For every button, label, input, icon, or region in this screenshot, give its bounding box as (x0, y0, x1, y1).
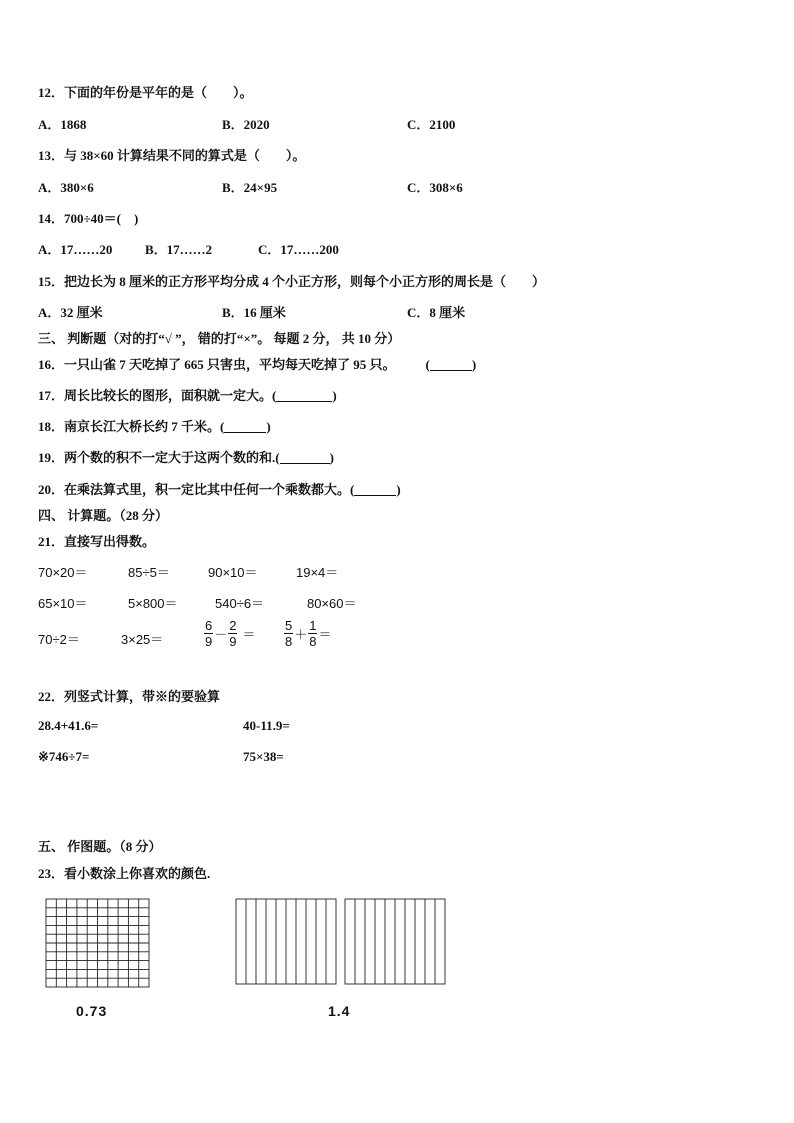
answer-blank[interactable] (224, 420, 266, 433)
decimal-label-2: 1.4 (328, 1003, 351, 1019)
fraction-expression-2: $\frac{5}{8}$ ＋ $\frac{1}{8}$ ＝ (285, 618, 332, 649)
calc-item: 90×10＝ (208, 565, 258, 580)
q13-option-a: A．380×6 (38, 180, 94, 195)
calc-item: 85÷5＝ (128, 565, 170, 580)
q15-option-a: A．32 厘米 (38, 305, 103, 320)
calc-item: 19×4＝ (296, 565, 339, 580)
question-18: 18．南京长江大桥长约 7 千米。( ) (38, 419, 271, 434)
q12-option-b: B．2020 (222, 117, 270, 132)
calc-item: 3×25＝ (121, 632, 164, 647)
answer-blank[interactable] (276, 389, 332, 402)
q14-option-a: A．17……20 (38, 242, 113, 257)
question-22: 22．列竖式计算，带※的要验算 (38, 689, 221, 704)
question-17: 17．周长比较长的图形，面积就一定大。( ) (38, 388, 337, 403)
fraction-expression-1: $\frac{6}{9}$ － $\frac{2}{9}$ ＝ (205, 618, 256, 649)
section-4-heading: 四、 计算题。（28 分） (38, 508, 169, 523)
section-3-heading: 三、 判断题（对的打“√ ”， 错的打“×”。 每题 2 分， 共 10 分） (38, 331, 401, 346)
calc-item: 70×20＝ (38, 565, 88, 580)
vertical-calc-item: ※746÷7= (38, 749, 90, 764)
q12-option-c: C．2100 (407, 117, 456, 132)
q14-option-b: B．17……2 (145, 242, 213, 257)
calc-item: 80×60＝ (307, 596, 357, 611)
vertical-calc-item: 28.4+41.6= (38, 718, 99, 733)
fraction: $\frac{5}{8}$ (285, 618, 293, 649)
question-14: 14．700÷40＝( ) (38, 211, 139, 226)
question-20: 20．在乘法算式里，积一定比其中任何一个乘数都大。( ) (38, 482, 401, 497)
fraction: $\frac{1}{8}$ (309, 618, 317, 649)
question-16: 16．一只山雀 7 天吃掉了 665 只害虫，平均每天吃掉了 95 只。 ( ) (38, 357, 477, 372)
tenths-strip-1[interactable] (235, 898, 339, 986)
answer-blank[interactable] (280, 451, 330, 464)
answer-blank[interactable] (354, 483, 396, 496)
q15-option-c: C．8 厘米 (407, 305, 466, 320)
question-13: 13．与 38×60 计算结果不同的算式是（ ）。 (38, 148, 306, 163)
question-19: 19．两个数的积不一定大于这两个数的和.( ) (38, 450, 334, 465)
calc-item: 70÷2＝ (38, 632, 80, 647)
calc-item: 540÷6＝ (215, 596, 265, 611)
q16-text: 16．一只山雀 7 天吃掉了 665 只害虫，平均每天吃掉了 95 只。 (38, 357, 396, 372)
q13-option-c: C．308×6 (407, 180, 463, 195)
question-21: 21．直接写出得数。 (38, 534, 156, 549)
section-5-heading: 五、 作图题。（8 分） (38, 839, 162, 854)
calc-item: 65×10＝ (38, 596, 88, 611)
question-15: 15．把边长为 8 厘米的正方形平均分成 4 个小正方形，则每个小正方形的周长是（ ） (38, 274, 546, 289)
q13-option-b: B．24×95 (222, 180, 278, 195)
fraction: $\frac{2}{9}$ (229, 618, 237, 649)
decimal-label-1: 0.73 (76, 1003, 108, 1019)
tenths-strip-2[interactable] (344, 898, 448, 986)
q15-option-b: B．16 厘米 (222, 305, 286, 320)
question-23: 23．看小数涂上你喜欢的颜色. (38, 866, 211, 881)
vertical-calc-item: 40-11.9= (243, 718, 290, 733)
hundred-grid[interactable] (45, 898, 151, 988)
calc-item: 5×800＝ (128, 596, 178, 611)
vertical-calc-item: 75×38= (243, 749, 284, 764)
fraction: $\frac{6}{9}$ (205, 618, 213, 649)
q14-option-c: C．17……200 (258, 242, 339, 257)
question-12: 12．下面的年份是平年的是（ ）。 (38, 85, 253, 100)
q12-option-a: A．1868 (38, 117, 87, 132)
answer-blank[interactable] (430, 358, 472, 371)
